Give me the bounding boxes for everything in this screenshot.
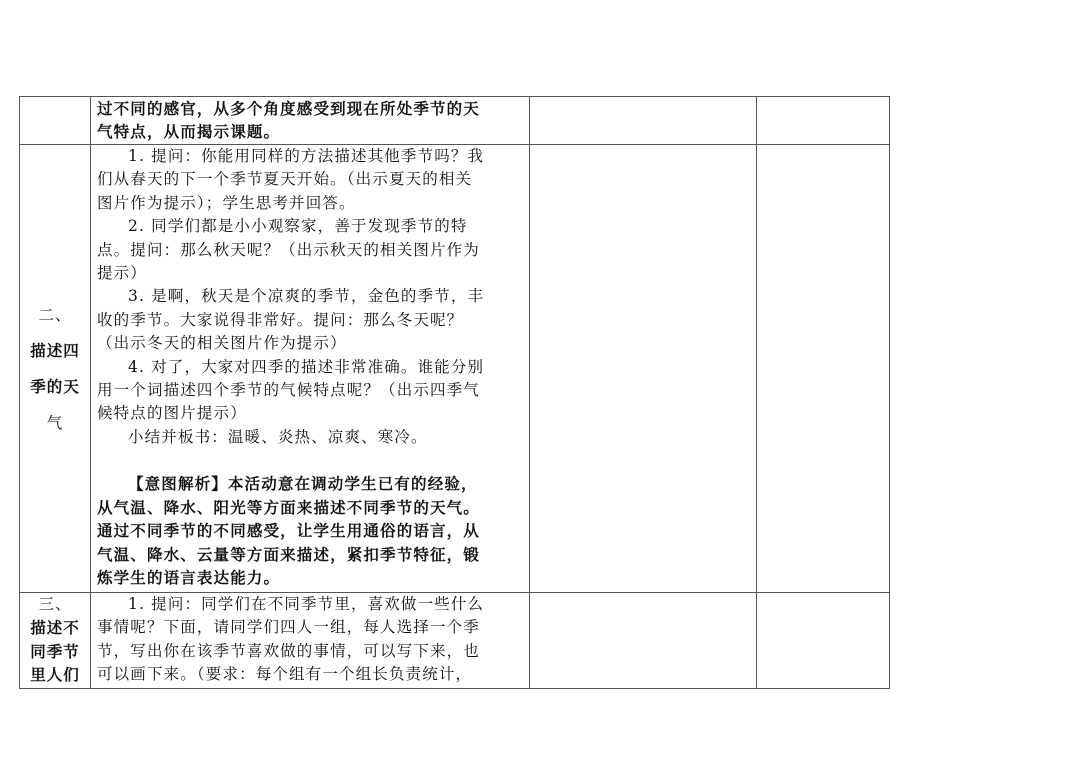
content-line: 候特点的图片提示）	[97, 404, 247, 423]
content-line: 可以画下来。（要求：每个组有一个组长负责统计，	[97, 665, 473, 684]
section-number: 三、	[38, 595, 72, 613]
empty-cell	[757, 593, 890, 689]
content-line: 收的季节。大家说得非常好。提问：那么冬天呢？	[97, 310, 464, 329]
intent-analysis-line: 气温、降水、云量等方面来描述，紧扣季节特征，锻	[97, 544, 480, 564]
content-line: 小结并板书：温暖、炎热、凉爽、寒冷。	[128, 427, 428, 446]
section-title-line: 描述四	[30, 340, 80, 360]
empty-cell	[530, 97, 757, 145]
table-row	[20, 145, 890, 593]
content-line: 2. 同学们都是小小观察家，善于发现季节的特	[128, 217, 468, 236]
empty-cell	[530, 593, 757, 689]
section-heading	[20, 593, 90, 687]
section-title-line: 气	[46, 413, 64, 432]
content-line: 4. 对了，大家对四季的描述非常准确。谁能分别	[128, 357, 485, 376]
section-heading	[20, 297, 90, 441]
lesson-plan-table	[19, 96, 890, 689]
content-line: 3. 是啊，秋天是个凉爽的季节，金色的季节，丰	[128, 287, 485, 306]
section-cell	[20, 593, 91, 689]
content-line: （出示冬天的相关图片作为提示）	[97, 334, 347, 353]
section-cell	[20, 145, 91, 593]
content-line: 们从春天的下一个季节夏天开始。（出示夏天的相关	[97, 170, 473, 189]
content-line: 提示）	[97, 263, 147, 282]
section-title-line: 里人们	[30, 665, 80, 685]
content-line: 用一个词描述四个季节的气候特点呢？（出示四季气	[97, 380, 480, 399]
content-cell	[91, 593, 530, 689]
empty-cell	[757, 145, 890, 593]
intent-analysis-line: 【意图解析】本活动意在调动学生已有的经验，	[128, 474, 478, 494]
content-cell	[91, 97, 530, 145]
empty-cell	[757, 97, 890, 145]
section-title-line: 描述不	[30, 618, 80, 638]
content-line: 1. 提问：你能用同样的方法描述其他季节吗？我	[128, 147, 485, 165]
section-number: 二、	[38, 305, 72, 324]
table-row	[20, 593, 890, 689]
content-line: 过不同的感官，从多个角度感受到现在所处季节的天	[97, 99, 480, 118]
section-title-line: 同季节	[30, 641, 80, 661]
empty-cell	[530, 145, 757, 593]
intent-analysis-line: 炼学生的语言表达能力。	[97, 568, 281, 588]
intent-analysis-line: 从气温、降水、阳光等方面来描述不同季节的天气。	[97, 497, 480, 517]
content-line: 点。提问：那么秋天呢？（出示秋天的相关图片作为	[97, 240, 480, 259]
table-row	[20, 97, 890, 145]
intent-analysis-line: 通过不同季节的不同感受，让学生用通俗的语言，从	[97, 521, 480, 541]
content-line: 图片作为提示）；学生思考并回答。	[97, 193, 356, 212]
content-line: 1. 提问：同学们在不同季节里，喜欢做一些什么	[128, 595, 485, 613]
section-cell	[20, 97, 91, 145]
content-line: 事情呢？下面，请同学们四人一组，每人选择一个季	[97, 618, 480, 637]
section-title-line: 季的天	[30, 376, 80, 396]
blank-line	[91, 449, 529, 472]
content-line: 气特点，从而揭示课题。	[97, 122, 281, 142]
content-line: 节，写出你在该季节喜欢做的事情，可以写下来，也	[97, 641, 480, 660]
content-cell	[91, 145, 530, 593]
